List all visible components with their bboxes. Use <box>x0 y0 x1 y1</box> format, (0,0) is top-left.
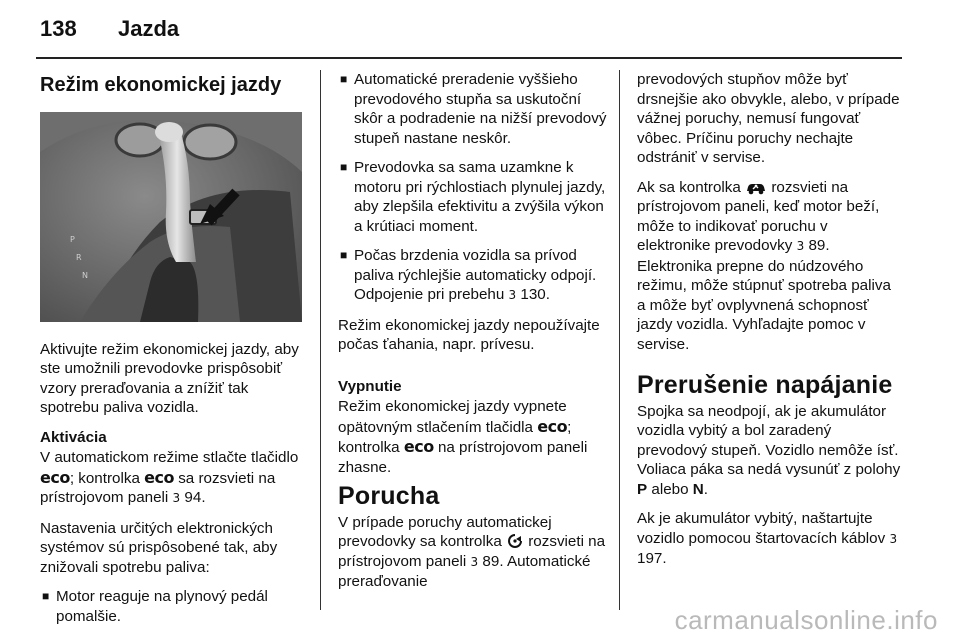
deactivation-text-b: ; kontrolka <box>338 418 572 456</box>
activation-text-a: V automatickom režime stlačte tlačidlo <box>40 449 299 466</box>
fault-ref: 89. <box>482 552 504 570</box>
deactivation-title: Vypnutie <box>338 377 402 395</box>
page-ref-arrow-icon: 3 <box>508 288 517 302</box>
activation-text <box>40 448 310 509</box>
activation-text-c: sa rozsvieti na prístrojovom paneli <box>40 469 276 506</box>
gear-selector-photo <box>40 112 302 322</box>
lamp-text-b: rozsvieti na prístrojovom paneli, keď motor beží, môže to indikovať poruchu v elektronike prevodovky <box>637 178 880 254</box>
list-item <box>338 158 610 236</box>
eco-mode-heading: Režim ekonomickej jazdy <box>40 74 282 96</box>
section-title: Jazda <box>118 16 180 41</box>
deactivation-text-c: na prístrojovom paneli zhasne. <box>338 439 588 476</box>
fault-heading: Porucha <box>338 482 440 510</box>
activation-ref: 94. <box>184 489 206 506</box>
page-ref-arrow-icon: 3 <box>889 531 898 546</box>
page-number: 138 <box>40 16 77 41</box>
bullet-text: Počas brzdenia vozidla sa prívod paliva rýchlejšie automaticky odpojí. Odpojenie pri prebehu <box>354 247 597 303</box>
fault-text-c: Automatické preraďovanie <box>338 552 591 590</box>
eco-intro: Aktivujte režim ekonomickej jazdy, aby ste umožnili prevodovke prispôsobiť vzory preraďovania a znížiť tak spotrebu paliva vozidla. <box>40 340 299 416</box>
lamp-text-c: Elektronika prepne do núdzového režimu, môže stúpnuť spotreba paliva a môže byť ovplyvnená schopnosť jazdy vozidla. Vyhľadajte pomoc v servise. <box>637 257 891 353</box>
gear-p: P <box>637 480 648 498</box>
power-text-or: alebo <box>651 480 689 498</box>
bullet-ref: 130. <box>520 286 550 303</box>
column-3 <box>637 70 903 579</box>
deactivation-text <box>338 397 610 477</box>
eco-indicator-symbol: eco <box>403 437 434 456</box>
bullet-text: Automatické preradenie vyššieho prevodového stupňa sa uskutoční skôr a podradenie na nižší prevodový stupeň nastane neskôr. <box>354 71 607 147</box>
lamp-text-a: Ak sa kontrolka <box>637 178 741 196</box>
svg-text:N: N <box>82 270 88 280</box>
activation-title: Aktivácia <box>40 428 107 446</box>
page-ref-arrow-icon: 3 <box>172 491 181 505</box>
lamp-ref: 89. <box>808 237 830 254</box>
watermark: carmanualsonline.info <box>674 605 938 635</box>
column-divider-1 <box>320 70 321 610</box>
battery-text <box>637 509 903 569</box>
power-text-a: Spojka sa neodpojí, ak je akumulátor vozidla vybitý a bol zaradený prevodový stupeň. Vozidlo nemôže ísť. Voliaca páka sa nedá vysunúť z polohy <box>637 402 901 478</box>
bullet-icon: ■ <box>340 160 348 174</box>
bullet-icon: ■ <box>340 248 348 262</box>
header-rule <box>36 57 902 59</box>
bullet-icon: ■ <box>42 589 50 603</box>
column-divider-2 <box>619 70 620 610</box>
fault-text <box>338 513 610 592</box>
eco-button-symbol: eco <box>537 416 568 436</box>
list-item <box>338 70 610 148</box>
page-header <box>40 16 179 42</box>
deactivation-text-a: Režim ekonomickej jazdy vypnete opätovným stlačením tlačidla <box>338 398 567 436</box>
fault-text-b: rozsvieti na prístrojovom paneli <box>338 533 606 570</box>
power-interruption-heading: Prerušenie napájanie <box>637 371 893 399</box>
car-service-icon <box>745 181 767 195</box>
battery-text-a: Ak je akumulátor vybitý, naštartujte vozidlo pomocou štartovacích káblov <box>637 510 886 547</box>
fault-text-a: V prípade poruchy automatickej prevodovky sa kontrolka <box>338 513 552 550</box>
bullet-text: Motor reaguje na plynový pedál pomalšie. <box>56 588 268 625</box>
eco-button-symbol: eco <box>40 467 70 487</box>
page-ref-arrow-icon: 3 <box>796 239 805 253</box>
column-2 <box>338 70 610 602</box>
gear-n: N <box>692 480 704 498</box>
svg-text:R: R <box>76 252 82 262</box>
power-text <box>637 402 903 500</box>
fault-continued: prevodových stupňov môže byť drsnejšie ako obvykle, alebo, v prípade vážnej poruchy, nemusí fungovať vôbec. Príčinu poruchy nechajte odstrániť v servise. <box>637 71 900 166</box>
settings-text: Nastavenia určitých elektronických systémov sú prispôsobené tak, aby znižovali spotrebu paliva: <box>40 519 278 576</box>
battery-ref: 197. <box>637 550 667 567</box>
transmission-fault-icon <box>506 533 524 549</box>
bullet-text: Prevodovka sa sama uzamkne k motoru pri rýchlostiach plynulej jazdy, aby zlepšila efektivitu a zvýšila výkon a krútiaci moment. <box>354 159 606 235</box>
bullet-icon: ■ <box>340 72 348 86</box>
towing-note: Režim ekonomickej jazdy nepoužívajte počas ťahania, napr. prívesu. <box>338 316 600 353</box>
page-ref-arrow-icon: 3 <box>470 554 479 569</box>
list-item <box>338 246 610 306</box>
eco-indicator-symbol: eco <box>144 467 174 487</box>
column-1 <box>40 70 310 636</box>
power-text-end: . <box>703 480 708 498</box>
svg-text:P: P <box>70 234 75 244</box>
list-item <box>40 587 310 626</box>
activation-text-b: ; kontrolka <box>69 469 140 487</box>
lamp-text <box>637 178 903 355</box>
